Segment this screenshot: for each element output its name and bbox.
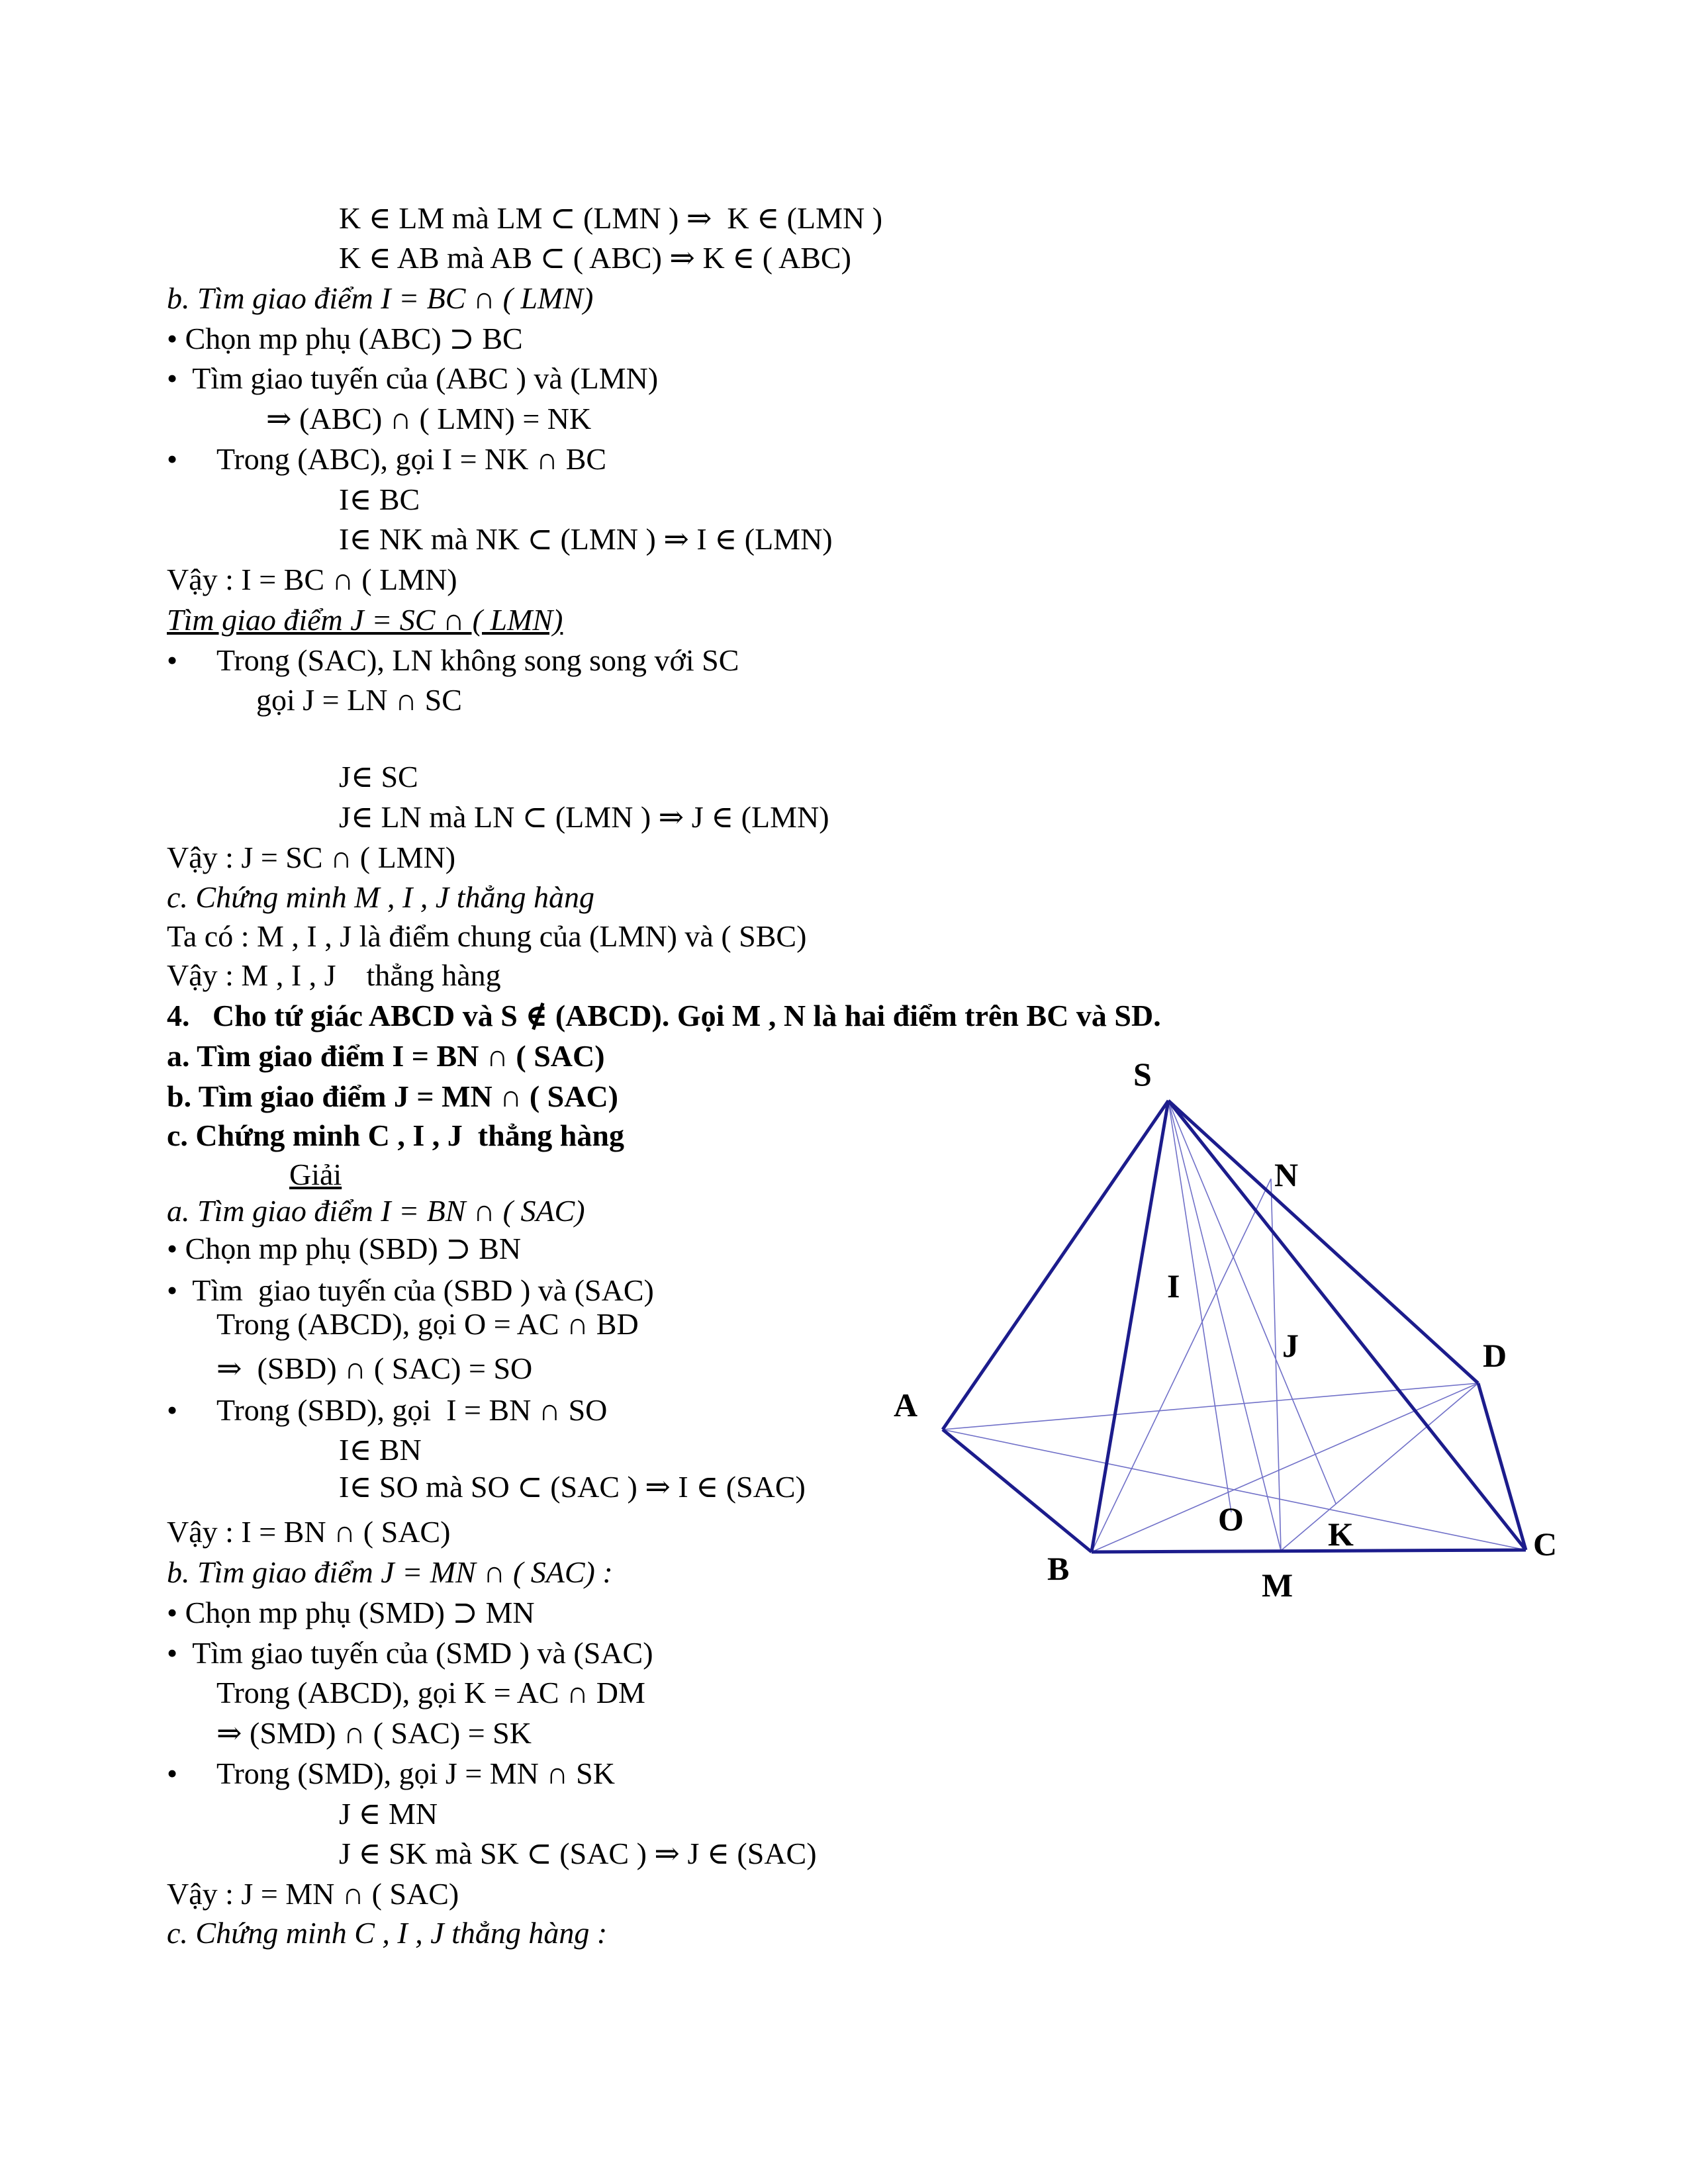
bullet-12: • — [167, 643, 178, 677]
line-42: Vậy : J = MN ∩ ( SAC) — [167, 1877, 459, 1911]
line-16: Vậy : J = SC ∩ ( LMN) — [167, 841, 456, 874]
line-5: • Tìm giao tuyến của (ABC ) và (LMN) — [167, 361, 659, 395]
line-28: Trong (ABCD), gọi O = AC ∩ BD — [216, 1307, 639, 1341]
line-23: c. Chứng minh C , I , J thẳng hàng — [167, 1118, 624, 1152]
line-25: a. Tìm giao điểm I = BN ∩ ( SAC) — [167, 1194, 585, 1228]
line-30: Trong (SBD), gọi I = BN ∩ SO — [216, 1393, 608, 1427]
line-3: b. Tìm giao điểm I = BC ∩ ( LMN) — [167, 281, 594, 315]
line-38: ⇒ (SMD) ∩ ( SAC) = SK — [216, 1716, 532, 1750]
line-SK — [1168, 1101, 1336, 1504]
edges — [943, 1101, 1526, 1552]
line-32: I∈ SO mà SO ⊂ (SAC ) ⇒ I ∈ (SAC) — [339, 1470, 806, 1504]
label-C: C — [1533, 1525, 1558, 1563]
line-10: Vậy : I = BC ∩ ( LMN) — [167, 563, 457, 596]
edge-BC — [1092, 1550, 1526, 1552]
edge-SB — [1092, 1101, 1168, 1552]
line-DM — [1281, 1383, 1478, 1551]
line-33: Vậy : I = BN ∩ ( SAC) — [167, 1515, 451, 1549]
line-2: K ∈ AB mà AB ⊂ ( ABC) ⇒ K ∈ ( ABC) — [339, 241, 851, 275]
line-7: Trong (ABC), gọi I = NK ∩ BC — [216, 442, 607, 476]
label-B: B — [1047, 1550, 1070, 1587]
line-35: • Chọn mp phụ (SMD) ⊃ MN — [167, 1596, 535, 1629]
line-37: Trong (ABCD), gọi K = AC ∩ DM — [216, 1676, 645, 1709]
line-34: b. Tìm giao điểm J = MN ∩ ( SAC) : — [167, 1555, 613, 1589]
line-31: I∈ BN — [339, 1433, 422, 1467]
line-9: I∈ NK mà NK ⊂ (LMN ) ⇒ I ∈ (LMN) — [339, 522, 833, 556]
line-18: Ta có : M , I , J là điểm chung của (LMN) và ( SBC) — [167, 919, 807, 953]
label-O: O — [1218, 1500, 1244, 1537]
pyramid-figure — [861, 1032, 1589, 1615]
line-24: Giải — [289, 1158, 342, 1191]
line-11: Tìm giao điểm J = SC ∩ ( LMN) — [167, 603, 563, 637]
line-27: • Tìm giao tuyến của (SBD ) và (SAC) — [167, 1273, 654, 1307]
line-40: J ∈ MN — [339, 1797, 438, 1831]
line-4: • Chọn mp phụ (ABC) ⊃ BC — [167, 322, 523, 355]
line-6: ⇒ (ABC) ∩ ( LMN) = NK — [266, 402, 592, 435]
line-22: b. Tìm giao điểm J = MN ∩ ( SAC) — [167, 1079, 618, 1113]
line-26: • Chọn mp phụ (SBD) ⊃ BN — [167, 1232, 522, 1265]
line-BD — [1092, 1383, 1478, 1552]
line-36: • Tìm giao tuyến của (SMD ) và (SAC) — [167, 1636, 653, 1670]
line-20: 4. Cho tứ giác ABCD và S ∉ (ABCD). Gọi M , N là hai điểm trên BC và SD. — [167, 999, 1161, 1032]
edge-AB — [943, 1430, 1092, 1552]
label-N: N — [1274, 1156, 1299, 1193]
line-1: K ∈ LM mà LM ⊂ (LMN ) ⇒ K ∈ (LMN ) — [339, 201, 883, 235]
label-I: I — [1167, 1267, 1180, 1304]
line-43: c. Chứng minh C , I , J thẳng hàng : — [167, 1916, 608, 1950]
line-SO — [1168, 1101, 1231, 1512]
bullet-39: • — [167, 1756, 178, 1790]
line-8: I∈ BC — [339, 482, 420, 516]
line-39: Trong (SMD), gọi J = MN ∩ SK — [216, 1756, 615, 1790]
line-21: a. Tìm giao điểm I = BN ∩ ( SAC) — [167, 1039, 605, 1073]
label-A: A — [894, 1387, 918, 1424]
aux-lines — [943, 1101, 1526, 1552]
edge-SD — [1168, 1101, 1478, 1383]
label-D: D — [1483, 1337, 1507, 1374]
line-15: J∈ LN mà LN ⊂ (LMN ) ⇒ J ∈ (LMN) — [339, 800, 829, 834]
line-41: J ∈ SK mà SK ⊂ (SAC ) ⇒ J ∈ (SAC) — [339, 1837, 817, 1870]
edge-SC — [1168, 1101, 1526, 1550]
label-M: M — [1262, 1567, 1293, 1604]
line-12: Trong (SAC), LN không song song với SC — [216, 643, 739, 677]
line-19: Vậy : M , I , J thẳng hàng — [167, 958, 501, 992]
line-SM — [1168, 1101, 1281, 1551]
label-K: K — [1328, 1516, 1354, 1553]
line-29: ⇒ (SBD) ∩ ( SAC) = SO — [216, 1351, 533, 1385]
edge-CD — [1478, 1383, 1526, 1550]
line-13: gọi J = LN ∩ SC — [256, 683, 462, 717]
line-17: c. Chứng minh M , I , J thẳng hàng — [167, 880, 595, 914]
bullet-30: • — [167, 1393, 178, 1427]
bullet-7: • — [167, 442, 178, 476]
line-BN — [1092, 1179, 1271, 1552]
label-S: S — [1133, 1056, 1152, 1093]
line-14: J∈ SC — [339, 760, 418, 794]
label-J: J — [1282, 1327, 1299, 1364]
edge-SA — [943, 1101, 1168, 1430]
